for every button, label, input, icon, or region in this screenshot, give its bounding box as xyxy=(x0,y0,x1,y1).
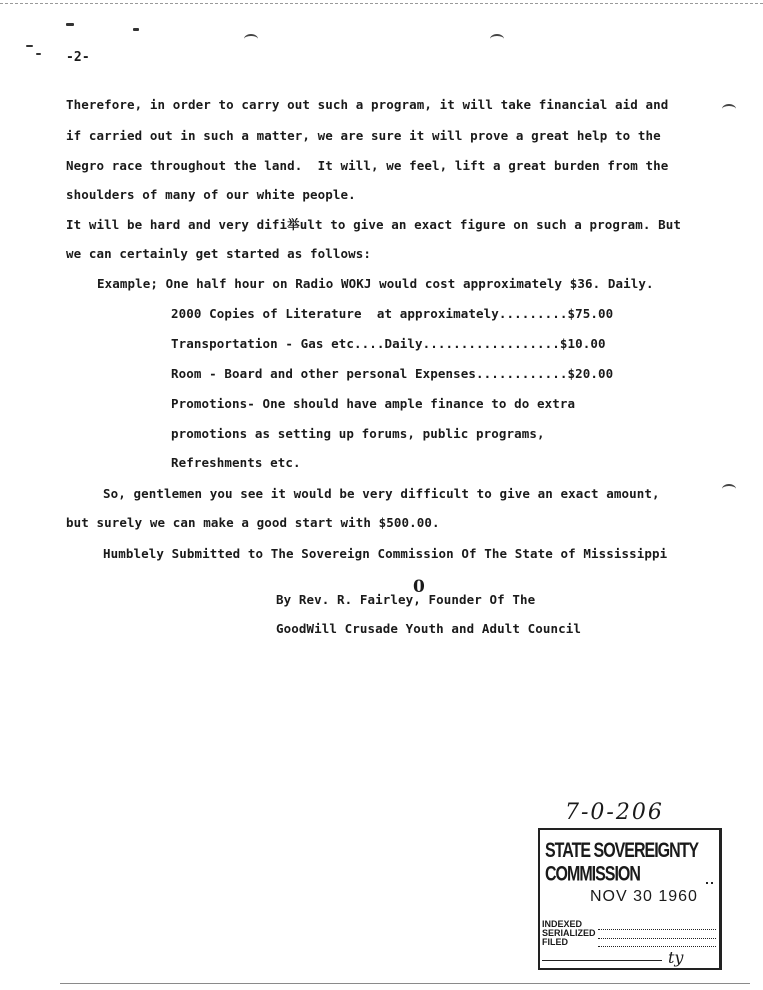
stamp-dotted-line xyxy=(598,938,716,939)
budget-item: promotions as setting up forums, public programs, xyxy=(171,426,545,441)
punch-hole-mark xyxy=(490,34,504,44)
stamp-title: STATE SOVEREIGNTY COMMISSION xyxy=(545,840,698,886)
budget-item: Refreshments etc. xyxy=(171,455,301,470)
page-top-edge xyxy=(0,3,763,4)
margin-mark xyxy=(722,104,736,114)
page-bottom-edge xyxy=(60,983,750,984)
paragraph-line: Therefore, in order to carry out such a program, it will take financial aid and xyxy=(66,97,669,112)
scan-speck xyxy=(133,28,139,31)
budget-item: Transportation - Gas etc....Daily..................$10.00 xyxy=(171,336,606,351)
budget-item: Room - Board and other personal Expenses............$20.00 xyxy=(171,366,614,381)
commission-stamp xyxy=(538,828,722,970)
handwritten-file-number: 7-0-206 xyxy=(565,800,664,825)
punch-hole-mark xyxy=(244,34,258,44)
closing-line: but surely we can make a good start with $500.00. xyxy=(66,515,440,530)
stamp-serialized-label: SERIALIZED xyxy=(542,928,596,938)
closing-line: Humblely Submitted to The Sovereign Commission Of The State of Mississippi xyxy=(103,546,668,561)
stamp-signature-box xyxy=(542,946,662,961)
paragraph-line: shoulders of many of our white people. xyxy=(66,187,356,202)
margin-mark xyxy=(722,484,736,494)
signature-line: GoodWill Crusade Youth and Adult Council xyxy=(276,621,582,636)
stamp-dotted-line xyxy=(598,929,716,930)
stamp-filed-label: FILED xyxy=(542,937,568,947)
signature-line: By Rev. R. Fairley, Founder Of The xyxy=(276,592,536,607)
stamp-initials: ty xyxy=(668,948,684,967)
stamp-tick xyxy=(711,882,713,884)
scan-speck xyxy=(36,53,41,55)
paragraph-line: It will be hard and very difi举ult to give an exact figure on such a program. But xyxy=(66,217,682,232)
stamp-indexed-label: INDEXED xyxy=(542,919,583,929)
paragraph-line: if carried out in such a matter, we are sure it will prove a great help to the xyxy=(66,128,661,143)
budget-item: Promotions- One should have ample finance to do extra xyxy=(171,396,576,411)
stamp-tick xyxy=(706,882,708,884)
paragraph-line: Negro race throughout the land. It will, we feel, lift a great burden from the xyxy=(66,158,669,173)
scan-speck xyxy=(66,23,74,26)
signature-scribble: 0 xyxy=(413,577,425,597)
scan-speck xyxy=(26,45,33,47)
closing-line: So, gentlemen you see it would be very difficult to give an exact amount, xyxy=(103,486,660,501)
stamp-date: NOV 30 1960 xyxy=(590,888,698,905)
paragraph-line: we can certainly get started as follows: xyxy=(66,246,372,261)
example-line: Example; One half hour on Radio WOKJ would cost approximately $36. Daily. xyxy=(97,276,654,291)
page-number: -2- xyxy=(66,50,90,65)
budget-item: 2000 Copies of Literature at approximately.........$75.00 xyxy=(171,306,614,321)
